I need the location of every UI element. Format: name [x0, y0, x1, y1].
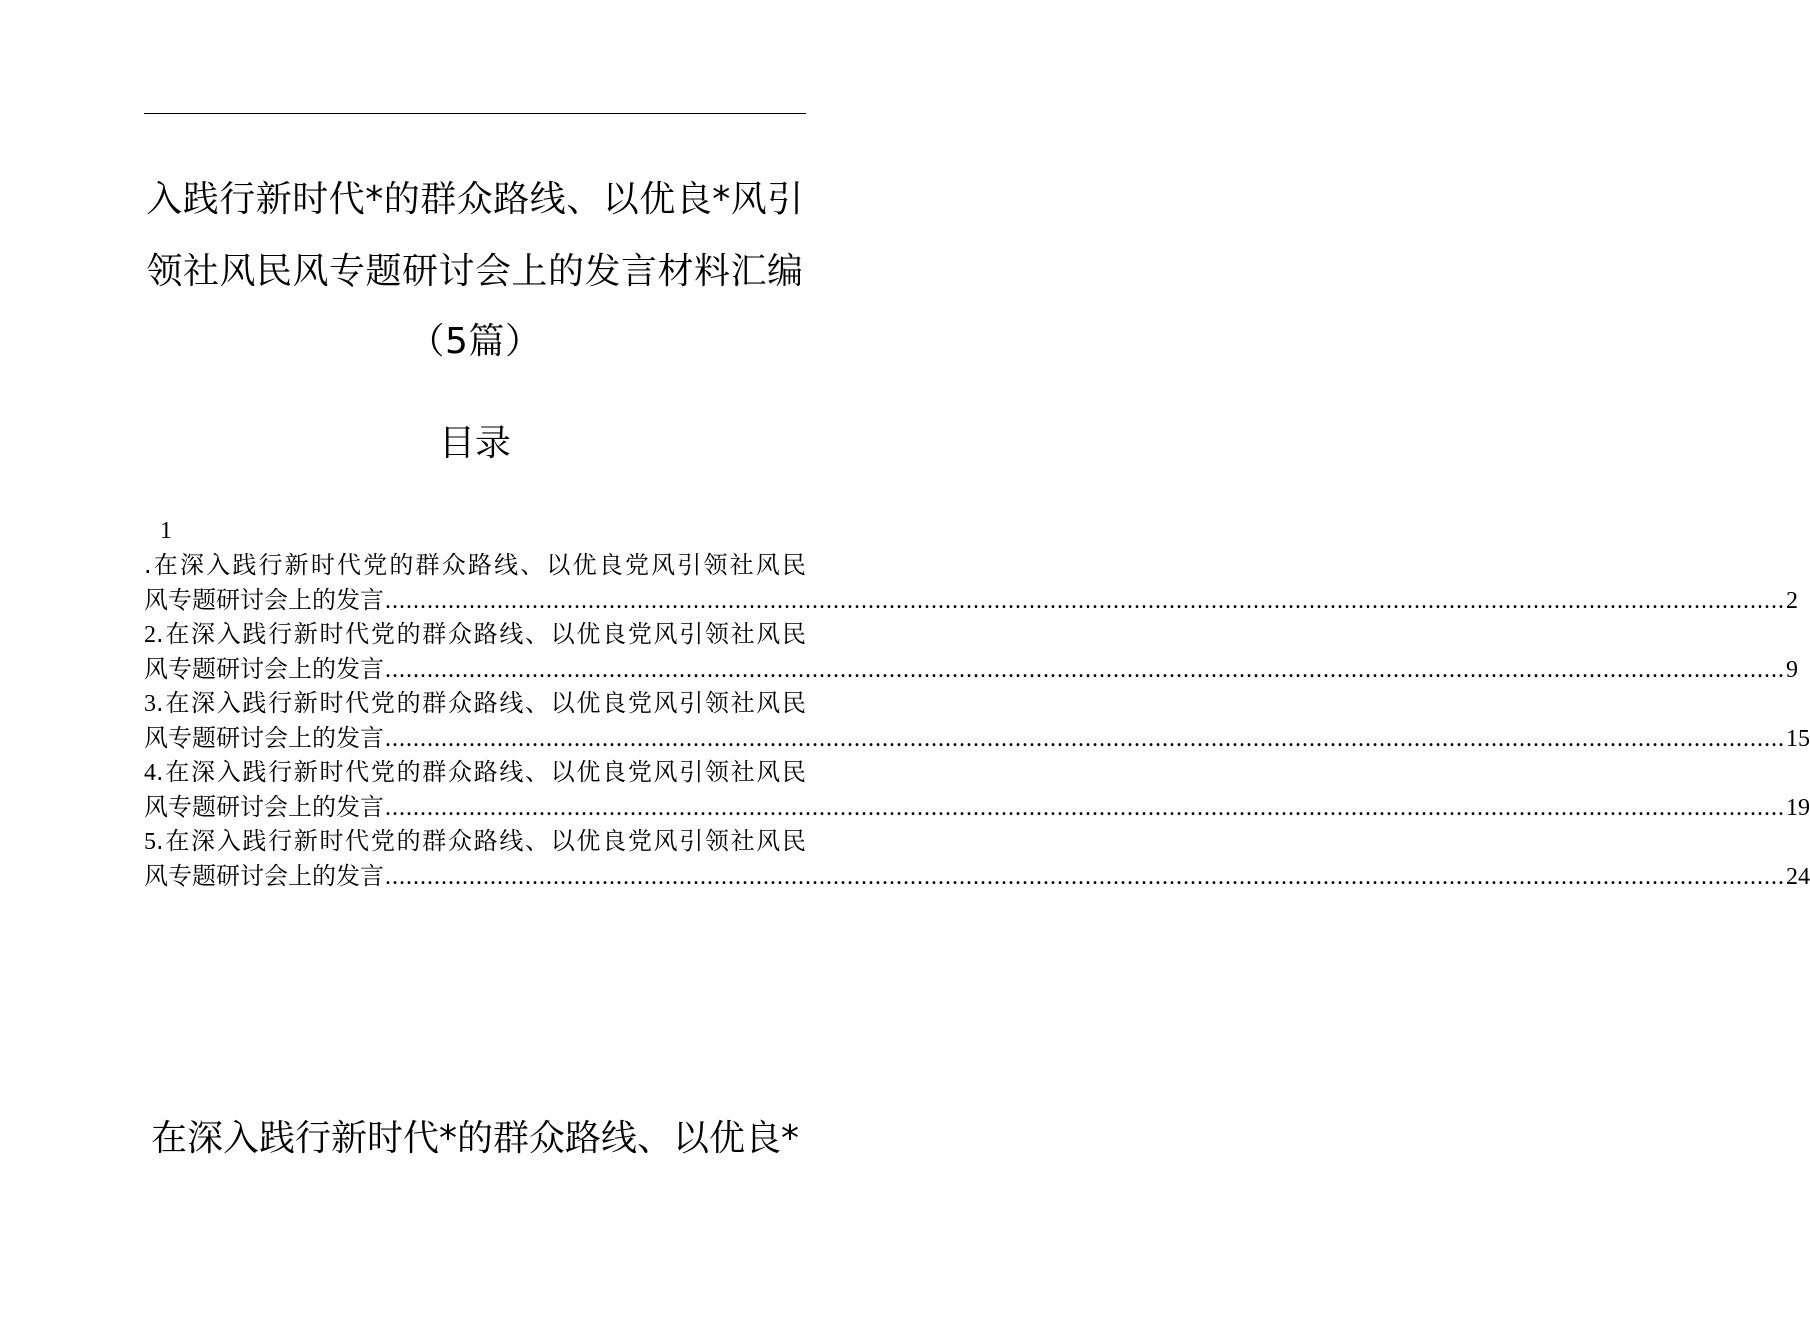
- toc-entry[interactable]: [144, 824, 1810, 893]
- toc-entry-title: .在深入践行新时代党的群众路线、以优良党风引领社风民: [144, 551, 806, 579]
- toc-entry-title-cont: 风专题研讨会上的发言: [144, 861, 384, 890]
- toc-entry-line-1: [144, 686, 806, 721]
- toc-entry-number: 2: [144, 622, 156, 648]
- toc-entry[interactable]: [144, 686, 1810, 755]
- toc-leader-dots: ........................................................................................................................................................................................................: [385, 863, 1785, 890]
- toc-page-number: 19: [1786, 794, 1810, 821]
- document-title-line-3: （5篇）: [408, 321, 542, 362]
- toc-entry-line-2: [144, 790, 1810, 825]
- toc-entry-title-cont: 风专题研讨会上的发言: [144, 654, 384, 683]
- top-rule: [144, 113, 806, 114]
- toc-entry-number: 3: [144, 691, 156, 717]
- toc-entry-number: 4: [144, 760, 156, 786]
- toc-entry-line-1: [144, 755, 806, 790]
- toc-page-number: 24: [1786, 863, 1810, 890]
- toc-leader-dots: ........................................................................................................................................................................................................: [385, 587, 1785, 614]
- document-title-line-1: 入践行新时代*的群众路线、以优良*风引: [146, 179, 804, 220]
- toc-entry-title-cont: 风专题研讨会上的发言: [144, 792, 384, 821]
- toc-heading: 目录: [438, 423, 511, 464]
- toc-entry-line-2: [144, 859, 1810, 894]
- toc-leader-dots: ........................................................................................................................................................................................................: [385, 656, 1785, 683]
- toc-entry-title: .在深入践行新时代党的群众路线、以优良党风引领社风民: [156, 620, 806, 648]
- toc-page-number: 15: [1786, 725, 1810, 752]
- toc-entry-title: .在深入践行新时代党的群众路线、以优良党风引领社风民: [156, 827, 806, 855]
- toc-page-number: 9: [1786, 656, 1798, 683]
- toc-entry-number: 5: [144, 829, 156, 855]
- toc-leader-dots: ........................................................................................................................................................................................................: [385, 725, 1785, 752]
- toc-entry-title-cont: 风专题研讨会上的发言: [144, 723, 384, 752]
- toc-entry-line-1: [144, 824, 806, 859]
- toc-entry[interactable]: [144, 755, 1810, 824]
- toc-entry-title: .在深入践行新时代党的群众路线、以优良党风引领社风民: [156, 689, 806, 717]
- toc-entry[interactable]: [144, 548, 1798, 617]
- toc-entry-line-2: [144, 583, 1798, 618]
- toc-entry-line-2: [144, 652, 1798, 687]
- toc-entry-title-cont: 风专题研讨会上的发言: [144, 585, 384, 614]
- toc-entry-line-1: [144, 617, 806, 652]
- toc-page-number: 2: [1786, 587, 1798, 614]
- toc-entry-line-1: [144, 548, 806, 583]
- toc-leader-dots: ........................................................................................................................................................................................................: [385, 794, 1785, 821]
- table-of-contents: [144, 548, 1810, 893]
- document-title-line-2: 领社风民风专题研讨会上的发言材料汇编: [146, 251, 804, 292]
- toc-entry-title: .在深入践行新时代党的群众路线、以优良党风引领社风民: [156, 758, 806, 786]
- toc-entry[interactable]: [144, 617, 1798, 686]
- toc-entry-line-2: [144, 721, 1810, 756]
- next-section-title: 在深入践行新时代*的群众路线、以优良*: [150, 1118, 799, 1159]
- toc-first-marker: 1: [160, 518, 172, 544]
